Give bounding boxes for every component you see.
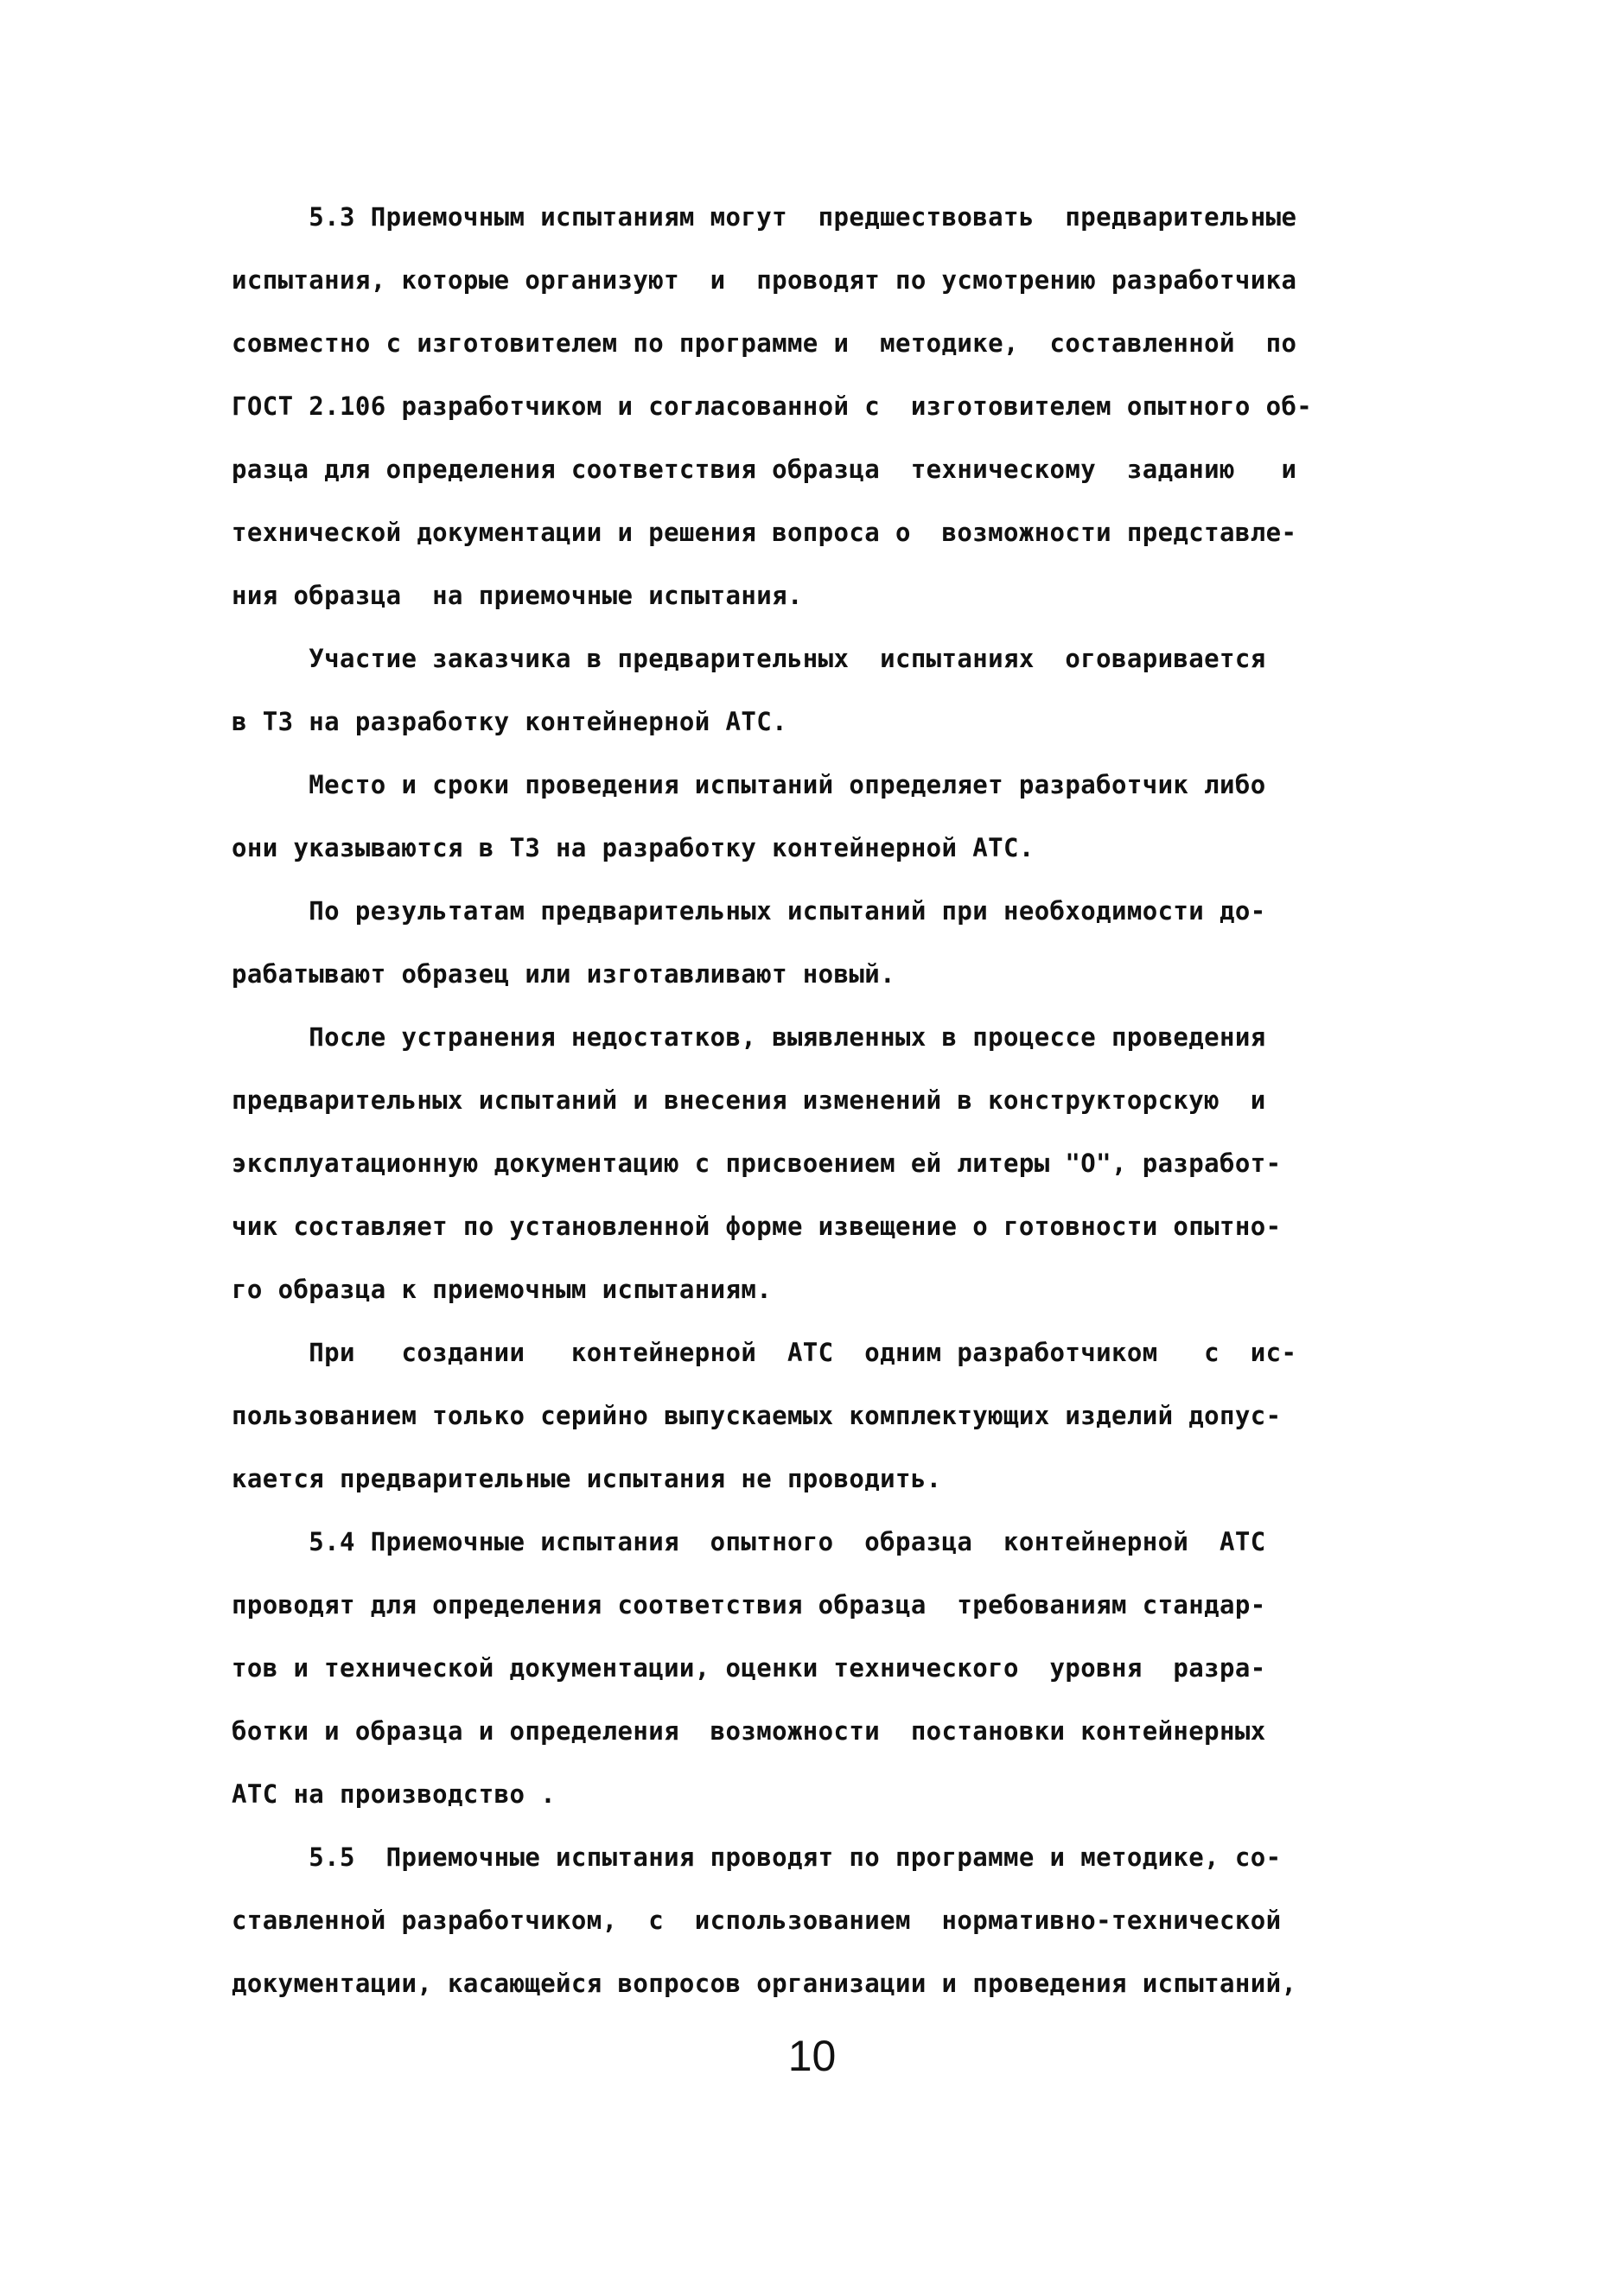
text-line: кается предварительные испытания не проводить. (232, 1464, 942, 1493)
text-line: разца для определения соответствия образца техническому заданию и (232, 455, 1297, 484)
text-line: АТС на производство . (232, 1779, 557, 1809)
paragraph-results (232, 880, 1502, 1006)
paragraph-5-5 (232, 1826, 1502, 2015)
paragraph-single-developer (232, 1321, 1502, 1511)
text-line: в ТЗ на разработку контейнерной АТС. (232, 707, 787, 736)
text-line: Участие заказчика в предварительных испытаниях оговаривается (232, 644, 1266, 673)
paragraph-place-and-dates (232, 754, 1502, 880)
text-line: При создании контейнерной АТС одним разработчиком с ис- (232, 1338, 1297, 1367)
text-line: го образца к приемочным испытаниям. (232, 1275, 773, 1304)
text-line: предварительных испытаний и внесения изменений в конструкторскую и (232, 1085, 1266, 1115)
text-line: 5.4 Приемочные испытания опытного образца контейнерной АТС (232, 1527, 1266, 1556)
text-line: 5.3 Приемочным испытаниям могут предшествовать предварительные (232, 202, 1297, 232)
text-line: документации, касающейся вопросов организации и проведения испытаний, (232, 1969, 1297, 1998)
text-line: По результатам предварительных испытаний при необходимости до- (232, 896, 1266, 926)
text-line: они указываются в ТЗ на разработку контейнерной АТС. (232, 833, 1035, 862)
text-line: Место и сроки проведения испытаний определяет разработчик либо (232, 770, 1266, 799)
text-line: 5.5 Приемочные испытания проводят по программе и методике, со- (232, 1842, 1282, 1872)
text-line: ния образца на приемочные испытания. (232, 581, 803, 610)
text-line: ботки и образца и определения возможности постановки контейнерных (232, 1716, 1266, 1746)
text-line: рабатывают образец или изготавливают новый. (232, 959, 895, 989)
text-line: эксплуатационную документацию с присвоением ей литеры "О", разработ- (232, 1149, 1282, 1178)
text-line: чик составляет по установленной форме извещение о готовности опытно- (232, 1212, 1282, 1241)
text-line: проводят для определения соответствия образца требованиям стандар- (232, 1590, 1266, 1620)
text-line: После устранения недостатков, выявленных в процессе проведения (232, 1022, 1266, 1052)
text-line: ГОСТ 2.106 разработчиком и согласованной с изготовителем опытного об- (232, 391, 1313, 421)
text-line: пользованием только серийно выпускаемых комплектующих изделий допус- (232, 1401, 1282, 1430)
page-number: 10 (787, 2032, 837, 2080)
text-line: ставленной разработчиком, с использованием нормативно-технической (232, 1906, 1282, 1935)
document-body (232, 186, 1502, 2015)
text-line: испытания, которые организуют и проводят по усмотрению разработчика (232, 265, 1297, 295)
text-line: совместно с изготовителем по программе и методике, составленной по (232, 328, 1297, 358)
paragraph-5-4 (232, 1511, 1502, 1826)
paragraph-5-3 (232, 186, 1502, 627)
text-line: технической документации и решения вопроса о возможности представле- (232, 518, 1297, 547)
text-line: тов и технической документации, оценки технического уровня разра- (232, 1653, 1266, 1683)
paragraph-customer-participation (232, 627, 1502, 754)
paragraph-after-elimination (232, 1006, 1502, 1321)
